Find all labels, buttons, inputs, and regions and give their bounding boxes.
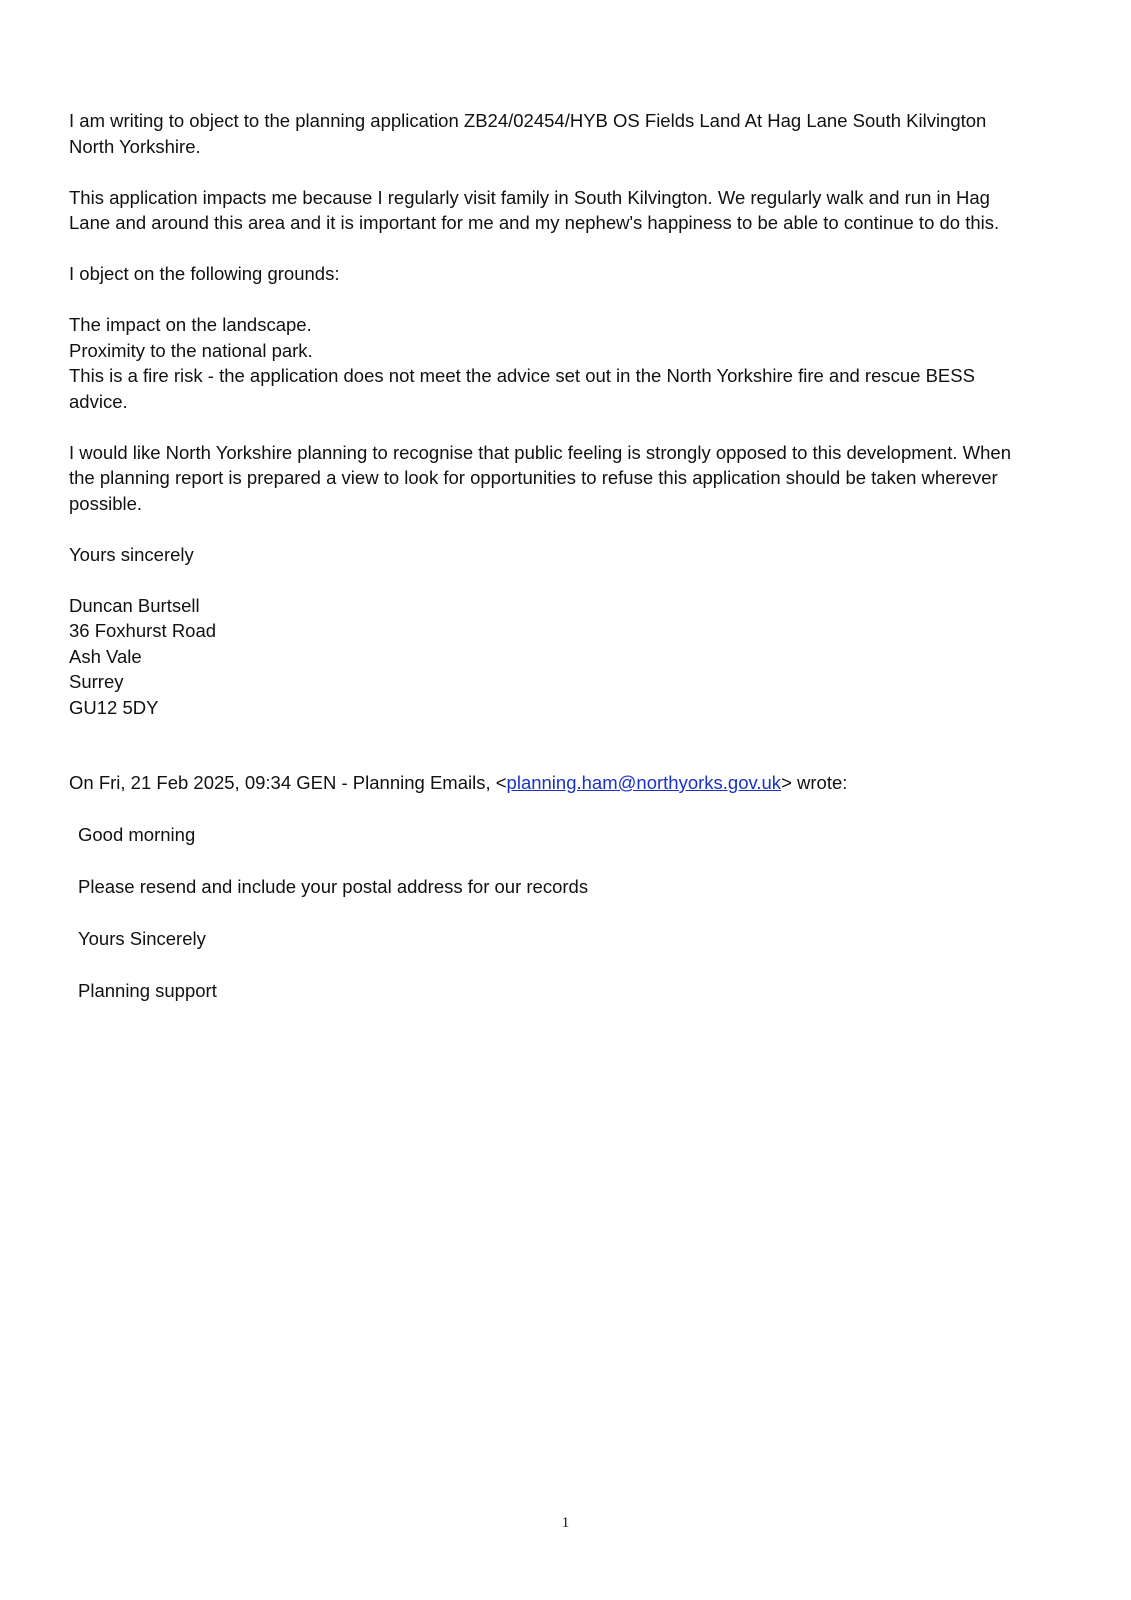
reply-header-prefix: On Fri, 21 Feb 2025, 09:34 GEN - Planning Emails, <	[69, 772, 507, 793]
intro-line: I am writing to object to the planning application ZB24/02454/HYB OS Fields Land At Hag Lane South Kilvington	[69, 110, 987, 131]
request-paragraph	[69, 440, 1069, 517]
signature-name: Duncan Burtsell	[69, 594, 200, 616]
address-postcode: GU12 5DY	[69, 696, 159, 718]
email-link[interactable]: planning.ham@northyorks.gov.uk	[506, 772, 782, 793]
quoted-signoff: Planning support	[78, 980, 217, 1001]
intro-paragraph	[69, 108, 1069, 159]
address-town: Ash Vale	[69, 645, 142, 667]
reply-header-suffix: > wrote:	[781, 772, 848, 793]
ground-item: advice.	[69, 390, 128, 412]
impact-line: Lane and around this area and it is important for me and my nephew's happiness to be able to continue to do this.	[69, 212, 1000, 233]
quoted-closing: Yours Sincerely	[78, 928, 206, 949]
quoted-greeting: Good morning	[78, 824, 196, 845]
grounds-list	[69, 312, 1069, 414]
ground-item: Proximity to the national park.	[69, 339, 313, 361]
address-county: Surrey	[69, 671, 124, 692]
request-line: the planning report is prepared a view to look for opportunities to refuse this application should be taken wherever	[69, 467, 998, 488]
letter-body	[69, 108, 1069, 746]
request-line: I would like North Yorkshire planning to recognise that public feeling is strongly opposed to this development. When	[69, 441, 1012, 463]
grounds-intro: I object on the following grounds:	[69, 263, 340, 284]
signature-block	[69, 593, 1069, 721]
closing: Yours sincerely	[69, 543, 194, 565]
impact-paragraph	[69, 185, 1069, 236]
ground-item: This is a fire risk - the application does not meet the advice set out in the North Yorkshire fire and rescue BESS	[69, 365, 975, 386]
request-line: possible.	[69, 492, 143, 514]
ground-item: The impact on the landscape.	[69, 314, 312, 335]
intro-line: North Yorkshire.	[69, 135, 201, 157]
quoted-reply	[78, 822, 588, 1030]
quoted-message: Please resend and include your postal address for our records	[78, 876, 589, 897]
page-number: 1	[561, 1515, 570, 1531]
reply-header	[69, 770, 847, 796]
impact-line: This application impacts me because I regularly visit family in South Kilvington. We regularly walk and run in Hag	[69, 186, 990, 208]
address-street: 36 Foxhurst Road	[69, 620, 217, 641]
